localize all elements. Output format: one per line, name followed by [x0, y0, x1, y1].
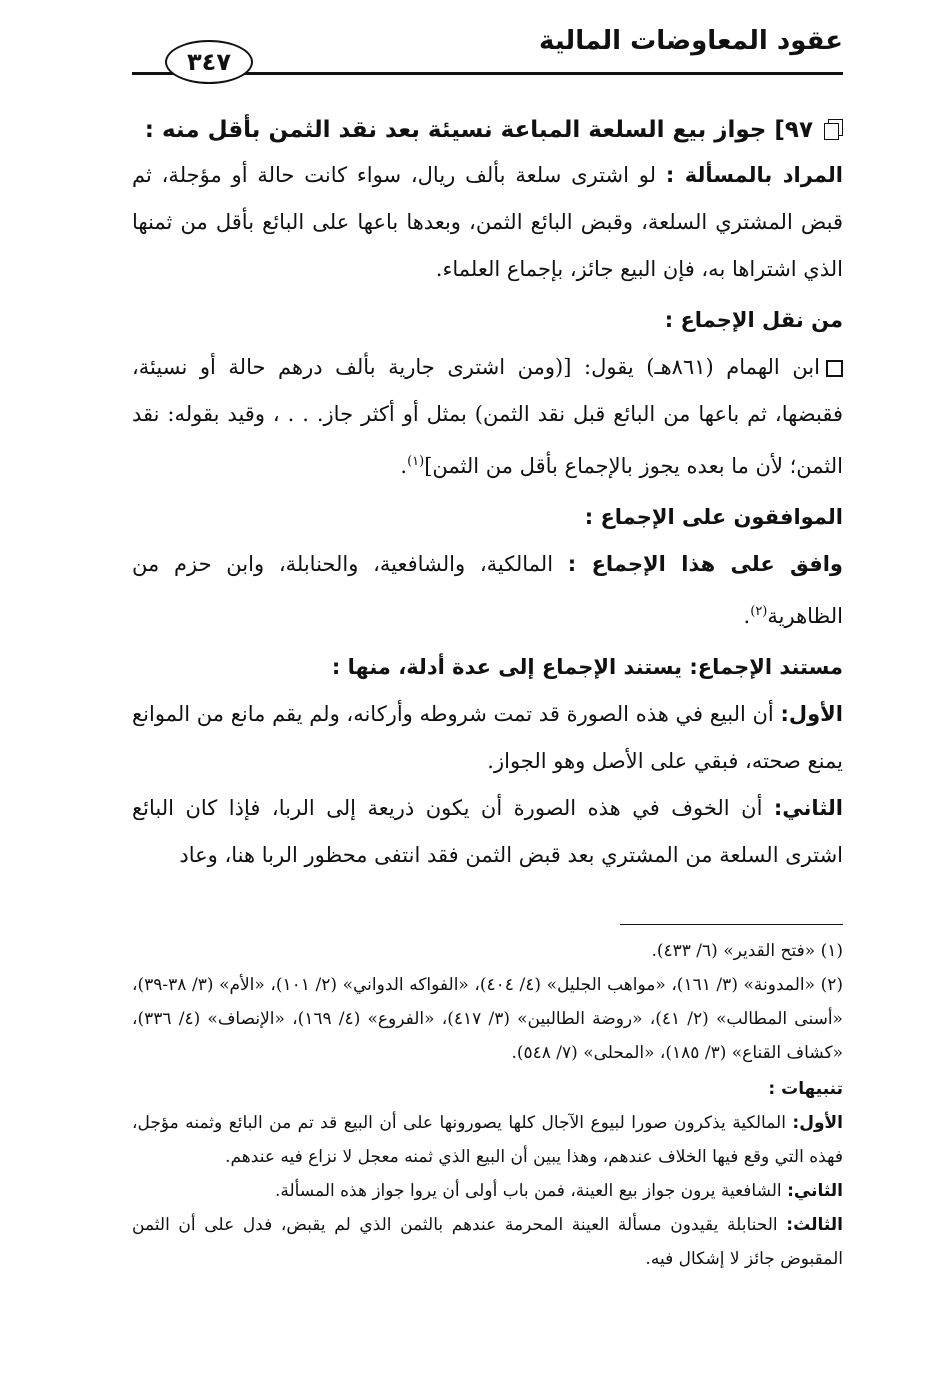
first-label: الأول:: [780, 702, 843, 726]
footnotes: [132, 934, 843, 1276]
note-item: [132, 1106, 843, 1174]
second-label: الثاني:: [773, 796, 843, 820]
note-text: الشافعية يرون جواز بيع العينة، فمن باب أولى أن يروا جواز هذه المسألة.: [274, 1181, 782, 1201]
agree-heading: الموافقون على الإجماع :: [584, 505, 843, 529]
footnote-separator: [620, 924, 843, 925]
agree-label: وافق على هذا الإجماع :: [567, 552, 843, 576]
running-header-title: عقود المعاوضات المالية: [539, 26, 843, 56]
quote-end: .: [400, 454, 408, 478]
header-rule: [250, 72, 843, 75]
note-text: المالكية يذكرون صورا لبيوع الآجال كلها يصورونها على أن البيع قد تم من البائع وثمنه مؤجل، فهذه التي وقع فيها الخلاف عندهم، وهذا يبين أن البيع الذي ثمنه معجل لا نزاع فيه عندهم.: [132, 1113, 843, 1167]
notes-title: تنبيهات :: [768, 1079, 843, 1099]
first-evidence: [132, 691, 843, 785]
note-item: [132, 1174, 843, 1208]
second-evidence: [132, 785, 843, 879]
footnote-ref-2: (٢): [750, 604, 768, 619]
meaning-label: المراد بالمسألة :: [665, 163, 843, 187]
quote-paragraph: [132, 344, 843, 490]
note-item: [132, 1208, 843, 1276]
basis-heading: مستند الإجماع: يستند الإجماع إلى عدة أدلة، منها :: [331, 655, 843, 679]
main-text: [132, 108, 843, 879]
page-number: ٣٤٧: [165, 40, 253, 84]
quote-text: ابن الهمام (٨٦١هـ) يقول: [(ومن اشترى جارية بألف درهم حالة أو نسيئة، فقبضها، ثم باعها من البائع قبل نقد الثمن) بمثل أو أكثر جاز. . . ، وقيد بقوله: نقد الثمن؛ لأن ما بعده يجوز بالإجماع بأقل من الثمن]: [132, 355, 843, 478]
note-label: الثالث:: [786, 1215, 844, 1235]
agree-paragraph: [132, 541, 843, 640]
agree-end: .: [743, 604, 751, 628]
meaning-text: لو اشترى سلعة بألف ريال، سواء كانت حالة أو مؤجلة، ثم قبض المشتري السلعة، وقبض البائع الثمن، وبعدها باعها على البائع بأقل من ثمنها الذي اشتراها به، فإن البيع جائز، بإجماع العلماء.: [132, 163, 843, 281]
footnote-ref-1: (١): [407, 454, 425, 469]
first-text: أن البيع في هذه الصورة قد تمت شروطه وأركانه، ولم يقم مانع من الموانع يمنع صحته، فبقي على الأصل وهو الجواز.: [132, 702, 843, 773]
section-heading-text: ٩٧] جواز بيع السلعة المباعة نسيئة بعد نقد الثمن بأقل منه :: [144, 117, 813, 143]
transmit-heading: من نقل الإجماع :: [664, 308, 843, 332]
note-text: الحنابلة يقيدون مسألة العينة المحرمة عندهم بالثمن الذي لم يقبض، فدل على أن الثمن المقبوض جائز لا إشكال فيه.: [132, 1215, 843, 1269]
note-label: الأول:: [792, 1113, 843, 1133]
meaning-paragraph: [132, 152, 843, 293]
footnote-2: (٢) «المدونة» (٣/ ١٦١)، «مواهب الجليل» (٤/ ٤٠٤)، «الفواكه الدواني» (٢/ ١٠١)، «الأم» (٣/ ٣٨-٣٩)، «أسنى المطالب» (٢/ ٤١)، «روضة الطالبين» (٣/ ٤١٧)، «الفروع» (٤/ ١٦٩)، «الإنصاف» (٤/ ٣٣٦)، «كشاف القناع» (٣/ ١٨٥)، «المحلى» (٧/ ٥٤٨).: [132, 975, 844, 1063]
section-heading: [132, 108, 843, 152]
second-text: أن الخوف في هذه الصورة أن يكون ذريعة إلى الربا، فإذا كان البائع اشترى السلعة من المشتري بعد قبض الثمن فقد انتفى محظور الربا هنا، وعاد: [132, 796, 843, 867]
agree-text: المالكية، والشافعية، والحنابلة، وابن حزم من الظاهرية: [132, 552, 843, 628]
square-bullet-icon: [826, 360, 843, 377]
document-stack-icon: [823, 119, 843, 141]
note-label: الثاني:: [787, 1181, 843, 1201]
footnote-1: (١) «فتح القدير» (٦/ ٤٣٣).: [651, 941, 843, 961]
